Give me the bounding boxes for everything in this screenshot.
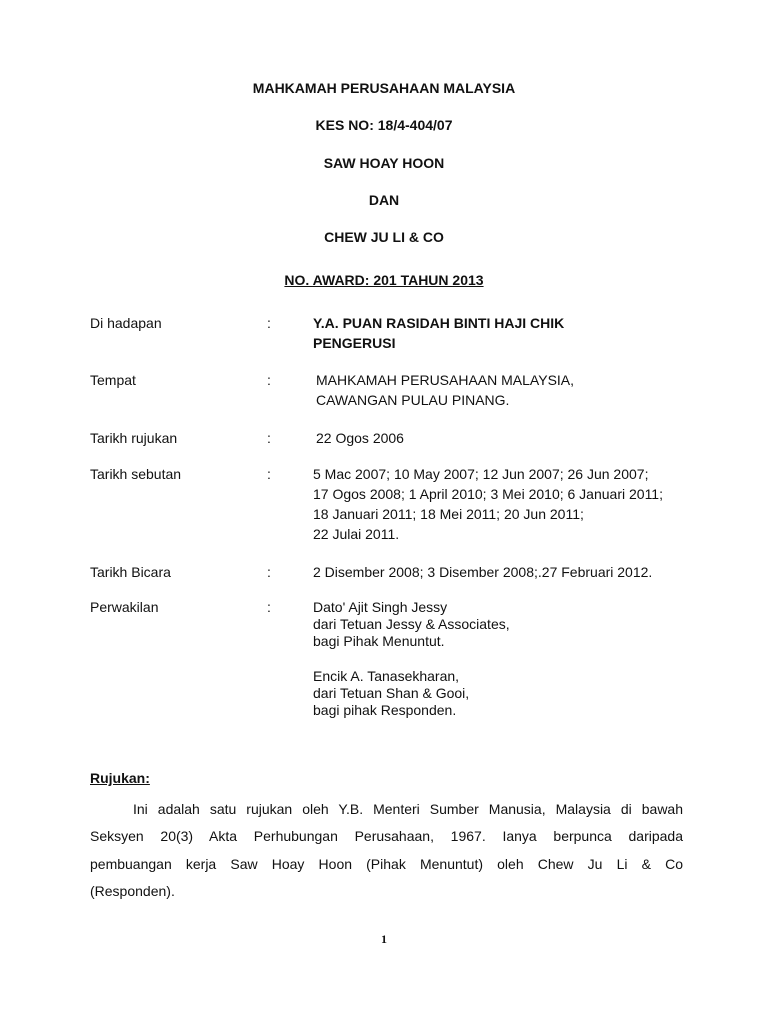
paragraph-line: pembuangan kerja Saw Hoay Hoon (Pihak Menuntut) oleh Chew Ju Li & Co bbox=[90, 855, 683, 872]
field-value-sebutan bbox=[313, 464, 663, 544]
field-colon: : bbox=[267, 315, 271, 331]
respondent-representative bbox=[313, 668, 469, 719]
award-number: NO. AWARD: 201 TAHUN 2013 bbox=[284, 272, 484, 288]
field-colon: : bbox=[267, 599, 271, 615]
venue-line: CAWANGAN PULAU PINANG. bbox=[316, 392, 510, 408]
representative-line: dari Tetuan Shan & Gooi, bbox=[313, 685, 470, 701]
field-value-bicara bbox=[313, 562, 652, 582]
field-colon: : bbox=[267, 372, 271, 388]
field-label-sebutan: Tarikh sebutan bbox=[90, 466, 182, 482]
paragraph-line: Ini adalah satu rujukan oleh Y.B. Menteri Sumber Manusia, Malaysia di bawah bbox=[133, 801, 683, 817]
mention-dates-line: 17 Ogos 2008; 1 April 2010; 3 Mei 2010; 6 Januari 2011; bbox=[313, 486, 663, 502]
field-value-hadapan bbox=[313, 313, 564, 353]
field-label-rujukan: Tarikh rujukan bbox=[90, 430, 178, 446]
claimant-representative bbox=[313, 599, 510, 650]
field-colon: : bbox=[267, 466, 271, 482]
field-colon: : bbox=[267, 430, 271, 446]
court-title: MAHKAMAH PERUSAHAAN MALAYSIA bbox=[252, 80, 516, 96]
paragraph-line: Seksyen 20(3) Akta Perhubungan Perusahaan, 1967. Ianya berpunca daripada bbox=[90, 828, 683, 845]
field-colon: : bbox=[267, 564, 271, 580]
mention-dates-line: 18 Januari 2011; 18 Mei 2011; 20 Jun 2011; bbox=[313, 506, 584, 522]
field-label-tempat: Tempat bbox=[90, 372, 136, 388]
chairperson-title: PENGERUSI bbox=[313, 335, 396, 351]
representative-line: Encik A. Tanasekharan, bbox=[313, 668, 460, 684]
reference-date: 22 Ogos 2006 bbox=[316, 430, 404, 446]
and-separator: DAN bbox=[368, 192, 400, 208]
representative-line: bagi pihak Responden. bbox=[313, 702, 457, 718]
hearing-dates: 2 Disember 2008; 3 Disember 2008;.27 Februari 2012. bbox=[313, 564, 653, 580]
rujukan-paragraph bbox=[90, 796, 683, 906]
case-number: KES NO: 18/4-404/07 bbox=[315, 117, 453, 133]
representative-line: Dato' Ajit Singh Jessy bbox=[313, 599, 448, 615]
respondent-name: CHEW JU LI & CO bbox=[324, 229, 444, 245]
page-number: 1 bbox=[381, 932, 387, 946]
mention-dates-line: 5 Mac 2007; 10 May 2007; 12 Jun 2007; 26 Jun 2007; bbox=[313, 466, 649, 482]
field-value-tempat bbox=[316, 370, 574, 410]
paragraph-line: (Responden). bbox=[90, 883, 175, 900]
representative-line: bagi Pihak Menuntut. bbox=[313, 633, 445, 649]
claimant-name: SAW HOAY HOON bbox=[323, 155, 445, 171]
venue-line: MAHKAMAH PERUSAHAAN MALAYSIA, bbox=[316, 372, 575, 388]
mention-dates-line: 22 Julai 2011. bbox=[313, 526, 400, 542]
chairperson-name: Y.A. PUAN RASIDAH BINTI HAJI CHIK bbox=[313, 315, 565, 331]
field-label-perwakilan: Perwakilan bbox=[90, 599, 159, 615]
field-value-rujukan bbox=[316, 428, 404, 448]
field-label-hadapan: Di hadapan bbox=[90, 315, 162, 331]
rujukan-heading: Rujukan: bbox=[90, 770, 150, 786]
field-label-bicara: Tarikh Bicara bbox=[90, 564, 171, 580]
representative-line: dari Tetuan Jessy & Associates, bbox=[313, 616, 510, 632]
